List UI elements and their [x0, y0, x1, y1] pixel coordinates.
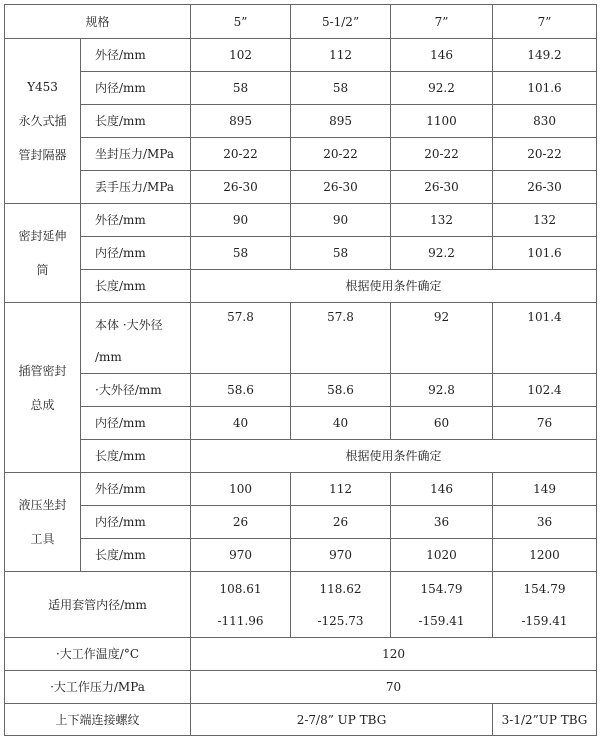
cell: 20-22: [291, 138, 391, 171]
table-row: [5, 440, 597, 473]
cell: 90: [191, 204, 291, 237]
cell: 895: [291, 105, 391, 138]
cell: 101.6: [493, 237, 597, 270]
merged-cell: 70: [191, 671, 597, 704]
cell: 36: [493, 506, 597, 539]
cell: 92.8: [391, 374, 493, 407]
row-label: 内径/mm: [81, 506, 191, 539]
cell: 3-1/2”UP TBG: [493, 704, 597, 736]
cell: 92.2: [391, 72, 493, 105]
merged-cell: 根据使用条件确定: [191, 270, 597, 303]
cell: 101.4: [493, 303, 597, 374]
table-row: [5, 39, 597, 72]
merged-cell: 120: [191, 638, 597, 671]
table-row: [5, 704, 597, 736]
table-row: [5, 303, 597, 374]
table-row: [5, 237, 597, 270]
table-row: [5, 473, 597, 506]
row-label: 本体 ·大外径 /mm: [81, 303, 191, 374]
cell: 1100: [391, 105, 493, 138]
casing-id-label: 适用套管内径/mm: [5, 572, 191, 638]
cell: 830: [493, 105, 597, 138]
merged-cell: 根据使用条件确定: [191, 440, 597, 473]
table-row: [5, 138, 597, 171]
cell: 102.4: [493, 374, 597, 407]
cell: 154.79 -159.41: [391, 572, 493, 638]
row-label: 外径/mm: [81, 473, 191, 506]
header-size: 7”: [493, 5, 597, 39]
table-row: [5, 539, 597, 572]
cell: 26-30: [191, 171, 291, 204]
cell: 100: [191, 473, 291, 506]
row-label: 内径/mm: [81, 72, 191, 105]
thread-label: 上下端连接螺纹: [5, 704, 191, 736]
header-size: 5-1/2”: [291, 5, 391, 39]
header-row: [5, 5, 597, 39]
cell: 58: [291, 72, 391, 105]
table-row: [5, 204, 597, 237]
cell: 102: [191, 39, 291, 72]
cell: 26-30: [493, 171, 597, 204]
row-label: 内径/mm: [81, 237, 191, 270]
cell: 58: [191, 72, 291, 105]
table-row: [5, 171, 597, 204]
cell: 1020: [391, 539, 493, 572]
cell: 132: [493, 204, 597, 237]
cell: 76: [493, 407, 597, 440]
row-label: 丢手压力/MPa: [81, 171, 191, 204]
cell: 146: [391, 473, 493, 506]
table-row: [5, 407, 597, 440]
header-label: 规格: [5, 5, 191, 39]
cell: 57.8: [291, 303, 391, 374]
cell: 58: [191, 237, 291, 270]
cell: 26: [191, 506, 291, 539]
cell: 36: [391, 506, 493, 539]
cell: 970: [291, 539, 391, 572]
cell: 20-22: [493, 138, 597, 171]
cell: 57.8: [191, 303, 291, 374]
cell: 149.2: [493, 39, 597, 72]
row-label: 长度/mm: [81, 539, 191, 572]
row-label: 外径/mm: [81, 204, 191, 237]
cell: 1200: [493, 539, 597, 572]
cell: 26: [291, 506, 391, 539]
cell: 92.2: [391, 237, 493, 270]
cell: 146: [391, 39, 493, 72]
row-label: ·大外径/mm: [81, 374, 191, 407]
table-row: [5, 671, 597, 704]
cell: 58: [291, 237, 391, 270]
cell: 112: [291, 39, 391, 72]
cell: 26-30: [291, 171, 391, 204]
cell: 40: [291, 407, 391, 440]
row-label: 坐封压力/MPa: [81, 138, 191, 171]
section-title-extension: 密封延伸 筒: [5, 204, 81, 303]
max-pressure-label: ·大工作压力/MPa: [5, 671, 191, 704]
cell: 118.62 -125.73: [291, 572, 391, 638]
cell: 90: [291, 204, 391, 237]
cell: 20-22: [391, 138, 493, 171]
header-size: 5”: [191, 5, 291, 39]
row-label: 长度/mm: [81, 105, 191, 138]
section-title-packer: Y453 永久式插 管封隔器: [5, 39, 81, 204]
cell: 60: [391, 407, 493, 440]
table-row: [5, 572, 597, 638]
table-row: [5, 506, 597, 539]
table-row: [5, 270, 597, 303]
cell: 26-30: [391, 171, 493, 204]
row-label: 长度/mm: [81, 440, 191, 473]
table-row: [5, 638, 597, 671]
cell: 132: [391, 204, 493, 237]
cell: 108.61 -111.96: [191, 572, 291, 638]
table-row: [5, 72, 597, 105]
max-temp-label: ·大工作温度/°C: [5, 638, 191, 671]
cell: 149: [493, 473, 597, 506]
cell: 20-22: [191, 138, 291, 171]
cell: 92: [391, 303, 493, 374]
row-label: 内径/mm: [81, 407, 191, 440]
section-title-hydraulic-tool: 液压坐封 工具: [5, 473, 81, 572]
cell: 58.6: [291, 374, 391, 407]
cell: 970: [191, 539, 291, 572]
cell: 895: [191, 105, 291, 138]
row-label: 长度/mm: [81, 270, 191, 303]
row-label: 外径/mm: [81, 39, 191, 72]
cell: 154.79 -159.41: [493, 572, 597, 638]
table-row: [5, 374, 597, 407]
table-row: [5, 105, 597, 138]
spec-table: [4, 4, 597, 736]
header-size: 7”: [391, 5, 493, 39]
merged-cell: 2-7/8” UP TBG: [191, 704, 493, 736]
section-title-seal-assembly: 插管密封 总成: [5, 303, 81, 473]
cell: 58.6: [191, 374, 291, 407]
cell: 101.6: [493, 72, 597, 105]
cell: 112: [291, 473, 391, 506]
cell: 40: [191, 407, 291, 440]
